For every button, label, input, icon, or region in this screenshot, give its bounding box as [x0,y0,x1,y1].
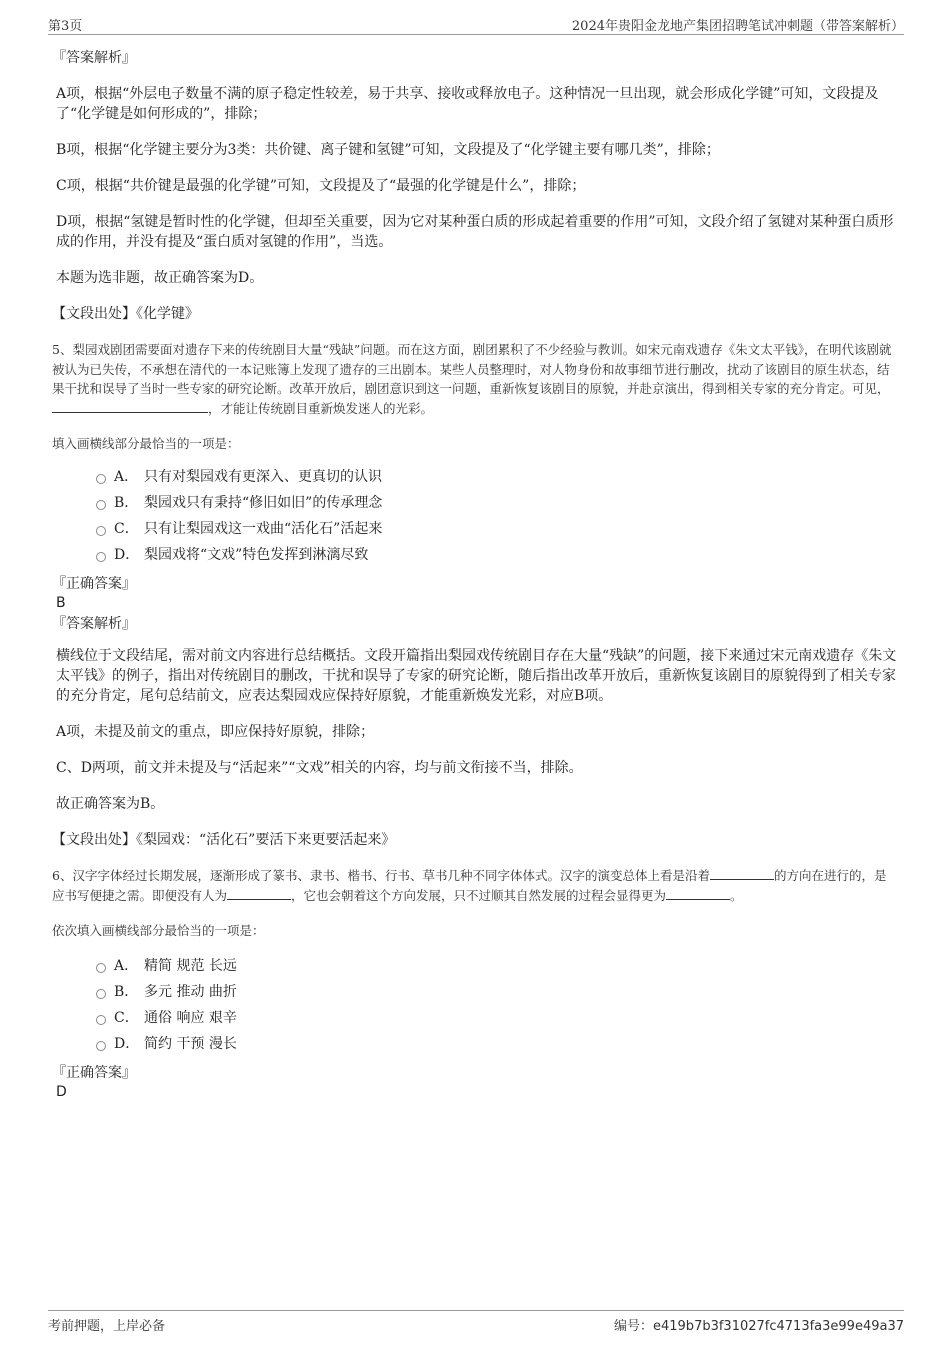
question-5 [52,340,898,850]
option-list [56,464,898,568]
page-header [48,12,904,35]
fill-blank [710,866,774,880]
question-stem: 5、梨园戏剧团需要面对遗存下来的传统剧目大量“残缺”问题。而在这方面，剧团累积了不少经验与教训。如宋元南戏遗存《朱文太平钱》，在明代该剧就被认为已失传，不承想在清代的一本记账簿上发现了遗存的三出剧本。某些人员整理时，对人物身份和故事细节进行删改，扰动了该剧目的原生状态，结果干扰和误导了当时一些专家的研究论断。改革开放后，剧团意识到这一问题，重新恢复该剧目的原貌，并赴京演出，得到相关专家的充分肯定。可见，，才能让传统剧目重新焕发迷人的光彩。 [52,342,892,416]
source-citation: 【文段出处】《化学键》 [52,306,199,322]
correct-answer: B [56,595,66,611]
answer-label: 『正确答案』 [52,576,136,592]
document-code: 编号：e419b7b3f31027fc4713fa3e99e49a37 [613,1319,904,1334]
footer-slogan: 考前押题，上岸必备 [48,1319,166,1334]
question-prompt: 填入画横线部分最恰当的一项是： [52,436,240,451]
option-d[interactable]: D． 梨园戏将“文戏”特色发挥到淋漓尽致 [56,542,898,568]
option-a[interactable]: A． 只有对梨园戏有更深入、更真切的认识 [56,464,898,490]
correct-answer: D [56,1084,67,1100]
radio-button[interactable] [96,552,106,562]
answer-label: 『正确答案』 [52,1065,136,1081]
radio-button[interactable] [96,963,106,973]
option-c[interactable]: C． 通俗 响应 艰辛 [56,1005,898,1031]
source-citation: 【文段出处】《梨园戏：“活化石”要活下来更要活起来》 [52,832,396,848]
option-b[interactable]: B． 多元 推动 曲折 [56,979,898,1005]
analysis-paragraph: 横线位于文段结尾，需对前文内容进行总结概括。文段开篇指出梨园戏传统剧目存在大量“残缺”的问题，接下来通过宋元南戏遗存《朱文太平钱》的例子，指出对传统剧目的删改，干扰和误导了专家的研究论断，随后指出改革开放后，重新恢复该剧目的原貌得到了相关专家的充分肯定，尾句总结前文，应表达梨园戏应保持好原貌，才能重新焕发光彩，对应B项。 [56,648,897,704]
analysis-label: 『答案解析』 [52,50,136,66]
question-stem: 6、汉字字体经过长期发展，逐渐形成了篆书、隶书、楷书、行书、草书几种不同字体体式。汉字的演变总体上看是沿着 的方向在进行的，是应书写便捷之需。即便没有人为 ，它也会朝着这个方向发展，只不过顺其自然发展的过程会显得更为 。 [52,868,887,903]
analysis-paragraph: 本题为选非题，故正确答案为D。 [56,270,264,286]
radio-button[interactable] [96,1041,106,1051]
radio-button[interactable] [96,526,106,536]
option-a[interactable]: A． 精简 规范 长远 [56,953,898,979]
page-footer [48,1310,904,1335]
radio-button[interactable] [96,500,106,510]
document-title: 2024年贵阳金龙地产集团招聘笔试冲刺题（带答案解析） [571,19,904,34]
analysis-paragraph: A项，根据“外层电子数量不满的原子稳定性较差，易于共享、接收或释放电子。这种情况一旦出现，就会形成化学键”可知，文段提及了“化学键是如何形成的”，排除； [56,86,879,122]
page-content [52,48,898,1101]
analysis-paragraph: 故正确答案为B。 [56,796,165,812]
radio-button[interactable] [96,989,106,999]
analysis-paragraph: C、D两项，前文并未提及与“活起来”“文戏”相关的内容，均与前文衔接不当，排除。 [56,760,583,776]
option-b[interactable]: B． 梨园戏只有秉持“修旧如旧”的传承理念 [56,490,898,516]
fill-blank [666,886,730,900]
radio-button[interactable] [96,474,106,484]
q4-analysis [52,48,898,324]
analysis-paragraph: D项，根据“氢键是暂时性的化学键，但却至关重要，因为它对某种蛋白质的形成起着重要的作用”可知，文段介绍了氢键对某种蛋白质形成的作用，并没有提及“蛋白质对氢键的作用”，当选。 [56,214,894,250]
option-d[interactable]: D． 简约 干预 漫长 [56,1031,898,1057]
analysis-label: 『答案解析』 [52,616,136,632]
fill-blank [227,886,291,900]
analysis-paragraph: C项，根据“共价键是最强的化学键”可知，文段提及了“最强的化学键是什么”，排除； [56,178,586,194]
page-number: 第3页 [48,19,83,34]
fill-blank [52,399,208,413]
option-c[interactable]: C． 只有让梨园戏这一戏曲“活化石”活起来 [56,516,898,542]
question-6 [52,866,898,1101]
analysis-paragraph: A项，未提及前文的重点，即应保持好原貌，排除； [56,724,375,740]
analysis-paragraph: B项，根据“化学键主要分为3类：共价键、离子键和氢键”可知，文段提及了“化学键主要有哪几类”，排除； [56,142,720,158]
question-prompt: 依次填入画横线部分最恰当的一项是： [52,923,265,938]
radio-button[interactable] [96,1015,106,1025]
option-list [56,953,898,1057]
